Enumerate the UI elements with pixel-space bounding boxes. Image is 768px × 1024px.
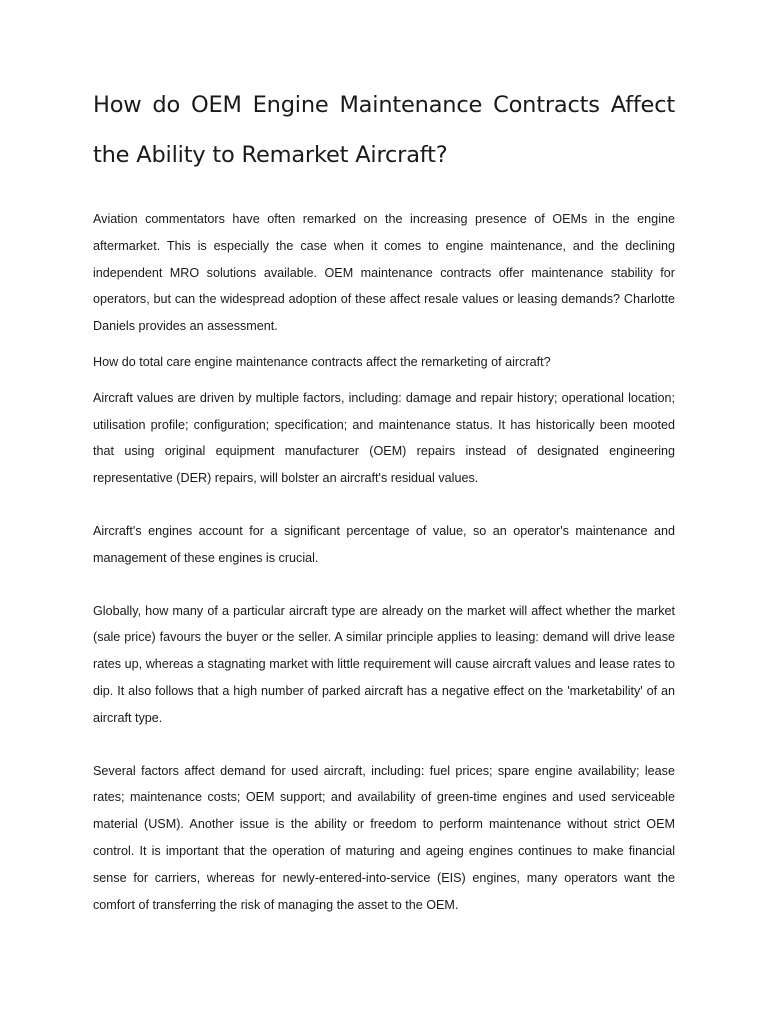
paragraph-values: Aircraft values are driven by multiple factors, including: damage and repair history; operational location; utilisation profile; configuration; specification; and maintenance status. It has historically been mooted that using original equipment manufacturer (OEM) repairs instead of designated engineering representative (DER) repairs, will bolster an aircraft's residual values. (93, 390, 675, 486)
article-title: How do OEM Engine Maintenance Contracts Affect the Ability to Remarket Aircraft? (93, 92, 675, 168)
document-page (93, 0, 675, 918)
paragraph-market: Globally, how many of a particular aircraft type are already on the market will affect whether the market (sale price) favours the buyer or the seller. A similar principle applies to leasing: demand will drive lease rates up, whereas a stagnating market with little requirement will cause aircraft values and lease rates to dip. It also follows that a high number of parked aircraft has a negative effect on the 'marketability' of an aircraft type. (93, 603, 675, 725)
paragraph-question: How do total care engine maintenance contracts affect the remarketing of aircraft? (93, 354, 551, 369)
paragraph-intro: Aviation commentators have often remarked on the increasing presence of OEMs in the engine aftermarket. This is especially the case when it comes to engine maintenance, and the declining independent MRO solutions available. OEM maintenance contracts offer maintenance stability for operators, but can the widespread adoption of these affect resale values or leasing demands? Charlotte Daniels provides an assessment. (93, 212, 675, 334)
paragraph-demand: Several factors affect demand for used aircraft, including: fuel prices; spare engine availability; lease rates; maintenance costs; OEM support; and availability of green-time engines and used serviceable material (USM). Another issue is the ability or freedom to perform maintenance without strict OEM control. It is important that the operation of maturing and ageing engines continues to make financial sense for carriers, whereas for newly-entered-into-service (EIS) engines, many operators want the comfort of transferring the risk of managing the asset to the OEM. (93, 763, 675, 912)
paragraph-engines: Aircraft's engines account for a significant percentage of value, so an operator's maintenance and management of these engines is crucial. (93, 523, 675, 565)
article-body (93, 206, 675, 918)
